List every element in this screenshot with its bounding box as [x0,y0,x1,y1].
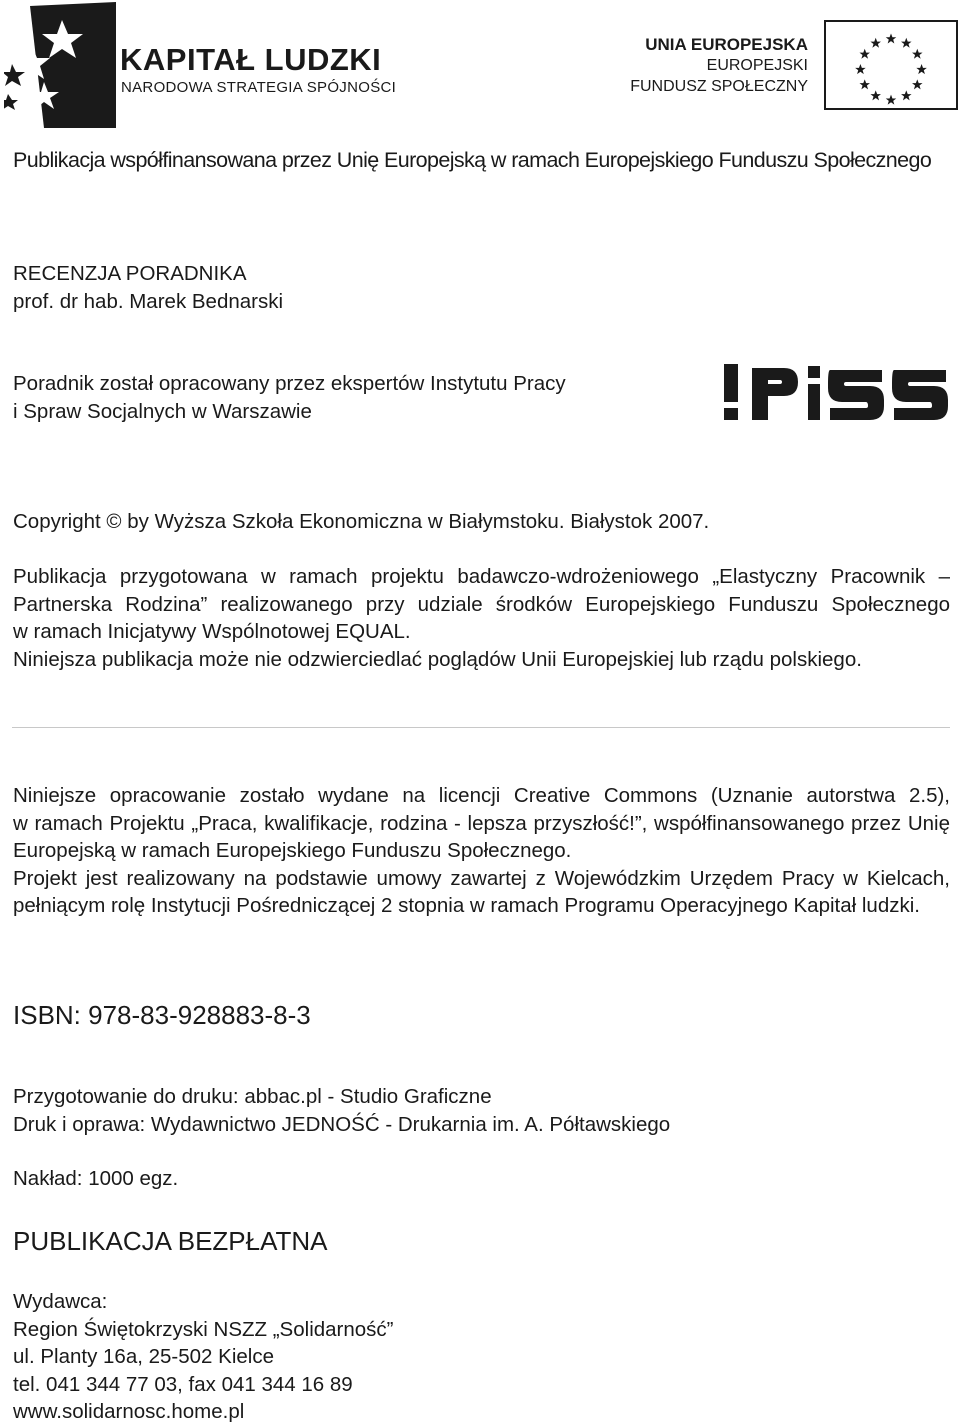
publisher-address: ul. Planty 16a, 25-502 Kielce [13,1345,274,1368]
free-publication-label: PUBLIKACJA BEZPŁATNA [13,1226,328,1256]
review-heading: RECENZJA PORADNIKA [13,262,247,285]
publication-line: Publikacja przygotowana w ramach projektu badawczo-wdrożeniowego „Elastyczny Pracownik – [13,565,950,588]
review-section [13,260,283,315]
eu-name: UNIA EUROPEJSKA [645,35,808,54]
copyright-line: Copyright © by Wyższa Szkoła Ekonomiczna w Białymstoku. Białystok 2007. [13,510,710,533]
publication-line: Niniejsza publikacja może nie odzwierciedlać poglądów Unii Europejskiej lub rządu polskiego. [13,647,862,671]
kapital-ludzki-logo-icon [4,2,116,128]
publisher-label: Wydawca: [13,1290,108,1313]
prepared-by-line-2: i Spraw Socjalnych w Warszawie [13,399,312,423]
license-line: Projekt jest realizowany na podstawie umowy zawartej z Wojewódzkim Urzędem Pracy w Kielcach, [13,866,950,890]
prepared-by-line-1: Poradnik został opracowany przez ekspertów Instytutu Pracy [13,372,566,395]
kapital-ludzki-subtitle: NARODOWA STRATEGIA SPÓJNOŚCI [121,79,397,96]
reviewer-name: prof. dr hab. Marek Bednarski [13,289,284,313]
eu-fund-line1: EUROPEJSKI [706,57,808,74]
print-info [13,1083,670,1138]
eu-text-block [630,34,808,97]
publisher-name: Region Świętokrzyski NSZZ „Solidarność” [13,1317,394,1341]
license-line: Europejską w ramach Europejskiego Funduszu Społecznego. [13,839,572,862]
cofinance-statement: Publikacja współfinansowana przez Unię Europejską w ramach Europejskiego Funduszu Społecznego [13,148,932,172]
prepared-by-section [13,370,566,425]
publication-line: Partnerska Rodzina” realizowanego przy udziale środków Europejskiego Funduszu Społecznego [13,592,950,616]
circulation: Nakład: 1000 egz. [13,1167,179,1190]
kapital-ludzki-title: KAPITAŁ LUDZKI [120,42,382,77]
publication-line: w ramach Inicjatywy Wspólnotowej EQUAL. [13,620,411,643]
publication-statement [13,563,950,673]
isbn: ISBN: 978-83-928883-8-3 [13,1000,311,1030]
license-line: w ramach Projektu „Praca, kwalifikacje, rodzina - lepsza przyszłość!”, współfinansowanego przez Unię [13,811,950,835]
eu-fund-line2: FUNDUSZ SPOŁECZNY [630,78,808,95]
license-line: pełniącym rolę Instytucji Pośredniczącej 2 stopnia w ramach Programu Operacyjnego Kapitał ludzki. [13,894,920,917]
ipiss-logo-icon [722,358,948,424]
publisher-section [13,1288,394,1426]
publisher-website: www.solidarnosc.home.pl [13,1400,245,1423]
printing-line: Druk i oprawa: Wydawnictwo JEDNOŚĆ - Drukarnia im. A. Półtawskiego [13,1112,671,1136]
prepress-line: Przygotowanie do druku: abbac.pl - Studio Graficzne [13,1085,492,1108]
license-line: Niniejsze opracowanie zostało wydane na licencji Creative Commons (Uznanie autorstwa 2.5), [13,784,950,807]
eu-flag-icon [824,20,958,110]
license-statement [13,782,950,920]
publisher-phone: tel. 041 344 77 03, fax 041 344 16 89 [13,1372,353,1396]
divider [12,727,950,728]
